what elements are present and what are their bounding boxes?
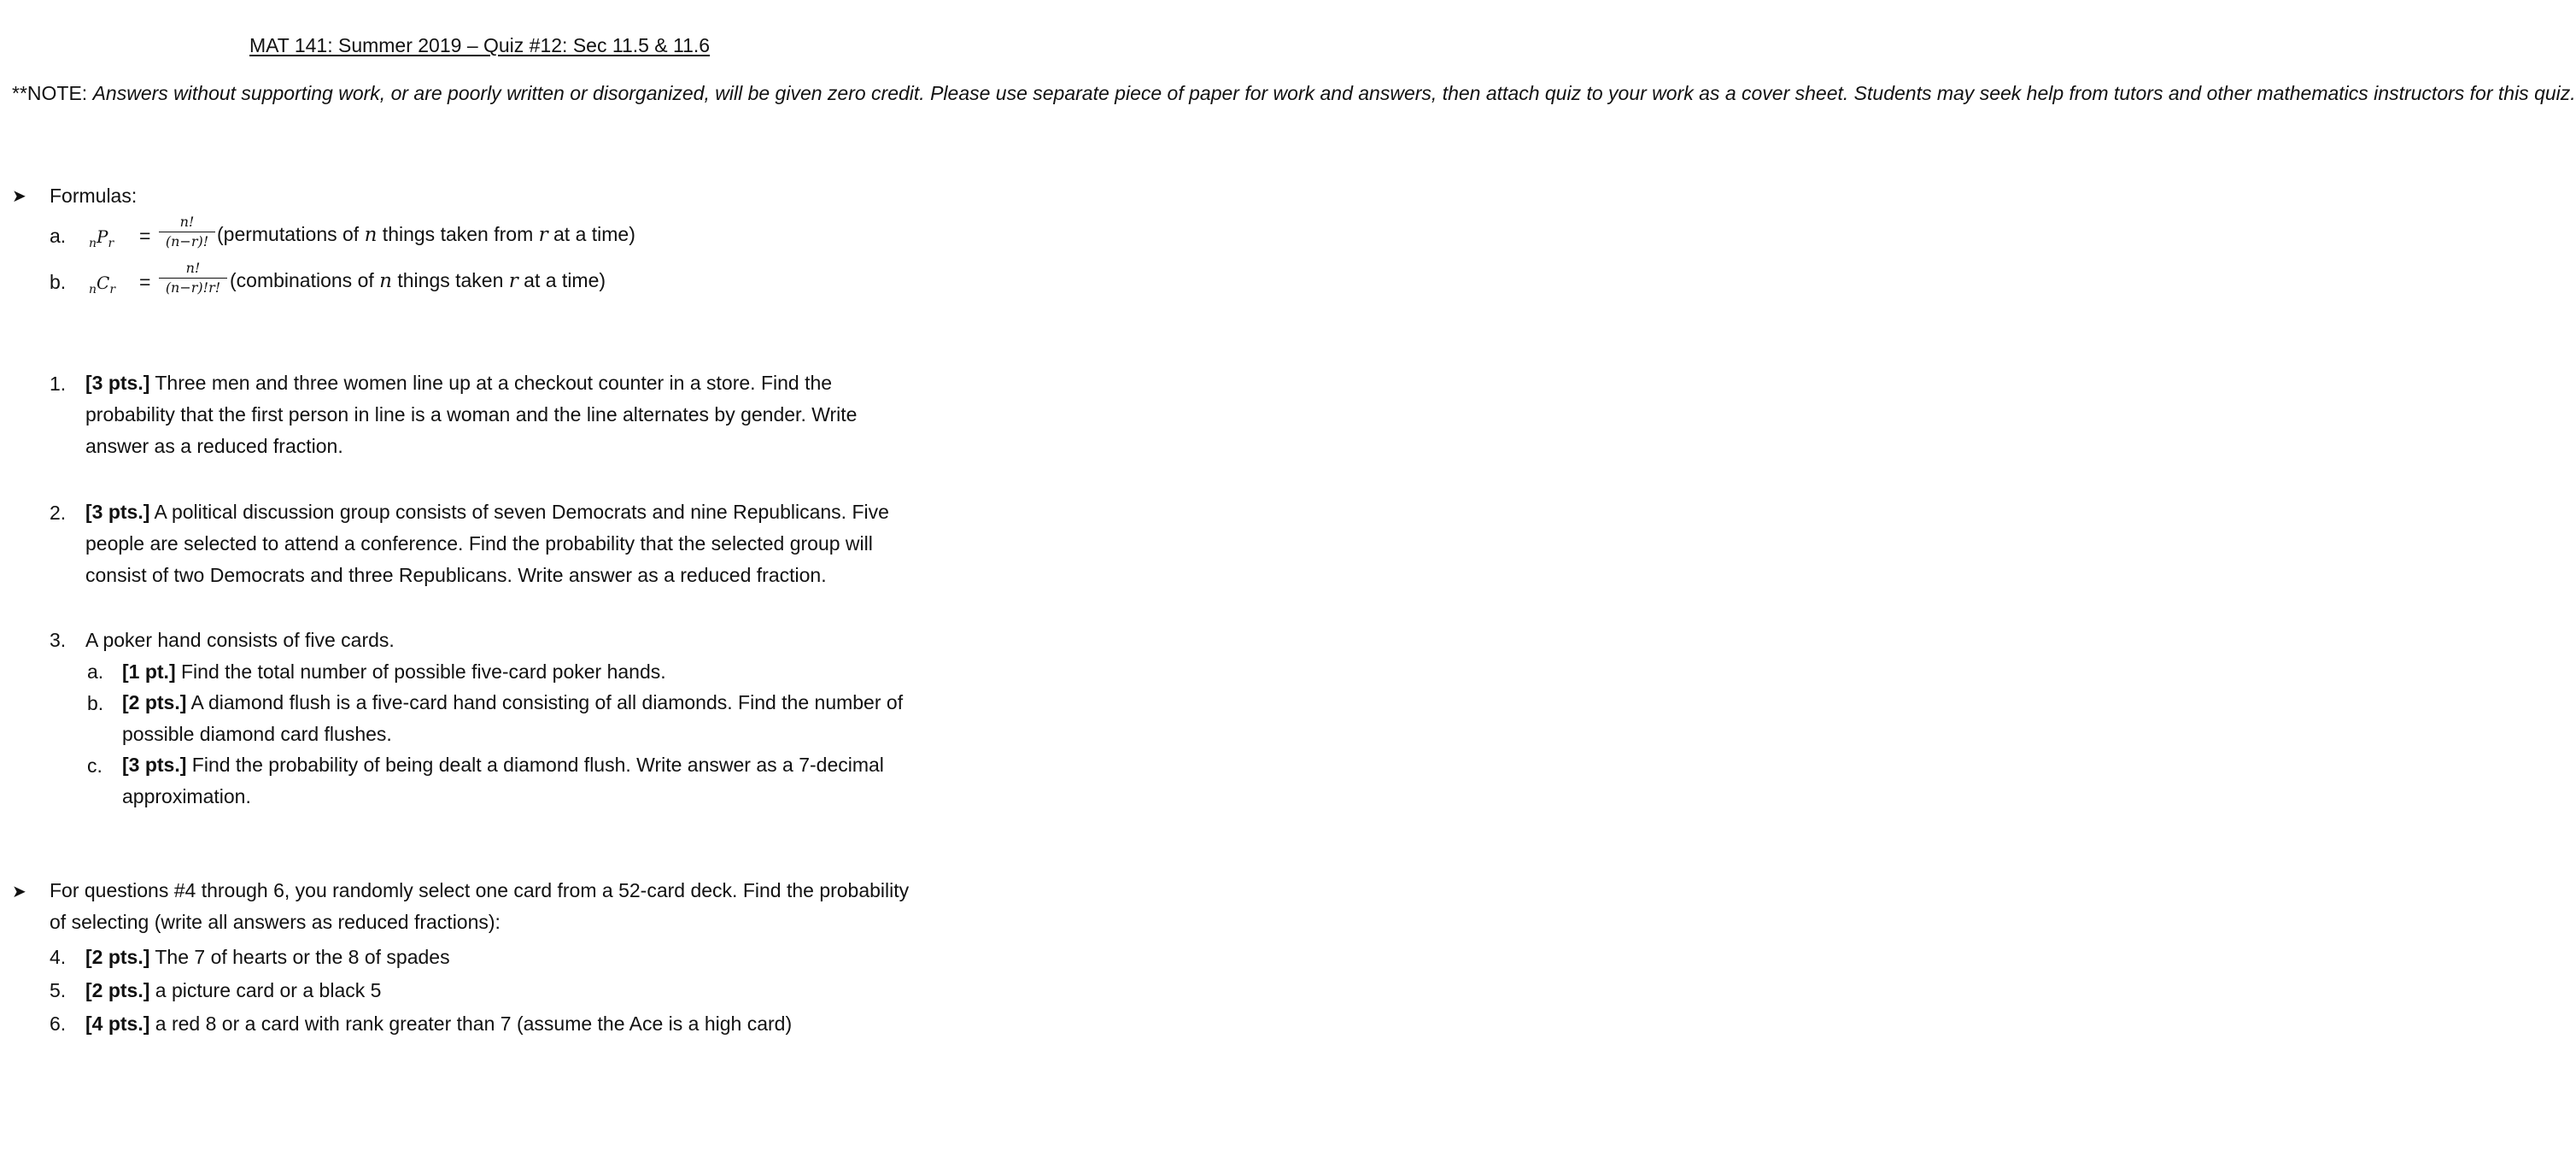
- q3a-text: Find the total number of possible five-card poker hands.: [175, 660, 666, 683]
- q3b-text-1: A diamond flush is a five-card hand consisting of all diamonds. Find the number of: [186, 691, 904, 713]
- formula-a-lhs-sub: r: [108, 237, 114, 250]
- note-prefix: **NOTE:: [12, 82, 93, 104]
- q5-text: a picture card or a black 5: [149, 979, 382, 1001]
- q1-text-1: Three men and three women line up at a checkout counter in a store. Find the: [149, 372, 833, 394]
- formula-a-desc-2: things taken from: [377, 223, 539, 245]
- formula-a-lhs-main: P: [97, 226, 108, 247]
- formula-b-lhs: [89, 273, 115, 296]
- formula-b-lhs-sub: r: [109, 283, 116, 296]
- formula-b-desc-1: (combinations of: [230, 269, 380, 291]
- q3c-marker: c.: [87, 754, 102, 777]
- section-2-intro-line-1: For questions #4 through 6, you randomly select one card from a 52-card deck. Find the probability: [50, 879, 910, 901]
- q3b-line-2: possible diamond card flushes.: [122, 723, 392, 745]
- formula-b-equals: =: [139, 271, 151, 293]
- q3c-text-1: Find the probability of being dealt a diamond flush. Write answer as a 7-decimal: [186, 754, 884, 776]
- instructions-note: [12, 79, 2576, 109]
- formula-a-numerator: n!: [179, 214, 195, 230]
- formula-b-lhs-pre: n: [89, 283, 97, 296]
- q3c-line-2: approximation.: [122, 785, 251, 807]
- formula-b-var-r: r: [508, 270, 518, 292]
- q3a-points: [1 pt.]: [122, 660, 176, 683]
- question-5: [85, 979, 381, 1002]
- section-2-intro-line-2: of selecting (write all answers as reduced fractions):: [50, 911, 501, 933]
- question-4: [85, 946, 450, 969]
- q1-points: [3 pts.]: [85, 372, 150, 394]
- section-2-intro: [50, 875, 909, 938]
- bullet-arrow-icon: ➤: [12, 187, 26, 206]
- formula-b-denominator: (n−r)!r!: [165, 279, 221, 296]
- question-2: [85, 496, 889, 591]
- formula-a-description: [217, 223, 635, 246]
- q2-number: 2.: [50, 502, 67, 524]
- formula-a-fraction: [159, 214, 215, 250]
- question-3b: [122, 687, 903, 750]
- bullet-arrow-icon: ➤: [12, 883, 26, 901]
- formula-b-lhs-main: C: [97, 273, 110, 293]
- question-1: [85, 367, 857, 462]
- q2-text-1: A political discussion group consists of seven Democrats and nine Republicans. Five: [149, 501, 889, 523]
- page-title: MAT 141: Summer 2019 – Quiz #12: Sec 11.5 & 11.6: [249, 34, 711, 56]
- q5-number: 5.: [50, 979, 67, 1001]
- formula-a-denominator: (n−r)!: [165, 233, 209, 249]
- q3c-line-1: [122, 749, 884, 781]
- formula-a-lhs: [89, 226, 114, 250]
- formula-a-var-r: r: [538, 224, 548, 246]
- formula-a-lhs-pre: n: [89, 237, 97, 250]
- q1-line-2: probability that the first person in line is a woman and the line alternates by gender. Write: [85, 403, 858, 426]
- q6-number: 6.: [50, 1012, 67, 1035]
- q1-number: 1.: [50, 373, 67, 395]
- formula-b-var-n: n: [379, 270, 392, 292]
- question-3c: [122, 749, 884, 813]
- q2-line-3: consist of two Democrats and three Republicans. Write answer as a reduced fraction.: [85, 564, 827, 586]
- q3a-marker: a.: [87, 660, 104, 683]
- q4-text: The 7 of hearts or the 8 of spades: [149, 946, 450, 968]
- formula-b-numerator: n!: [185, 260, 201, 276]
- formula-a-desc-3: at a time): [547, 223, 635, 245]
- q3b-points: [2 pts.]: [122, 691, 187, 713]
- q3c-points: [3 pts.]: [122, 754, 187, 776]
- fraction-bar: [159, 278, 227, 279]
- q2-points: [3 pts.]: [85, 501, 150, 523]
- q6-points: [4 pts.]: [85, 1012, 150, 1035]
- formula-a-var-n: n: [364, 224, 378, 246]
- formula-a-desc-1: (permutations of: [217, 223, 365, 245]
- q3b-marker: b.: [87, 692, 104, 714]
- q4-number: 4.: [50, 946, 67, 968]
- q3-stem: A poker hand consists of five cards.: [85, 629, 395, 651]
- q3b-line-1: [122, 687, 903, 719]
- q1-line-3: answer as a reduced fraction.: [85, 435, 343, 457]
- formula-b-desc-2: things taken: [391, 269, 509, 291]
- q3-number: 3.: [50, 629, 67, 651]
- formula-b-fraction: [159, 260, 227, 296]
- q6-text: a red 8 or a card with rank greater than 7 (assume the Ace is a high card): [149, 1012, 793, 1035]
- formula-b-description: [230, 269, 606, 292]
- formula-b-desc-3: at a time): [518, 269, 606, 291]
- note-text: Answers without supporting work, or are poorly written or disorganized, will be given zero credit. Please use separate piece of paper for work and answers, then attach quiz to your work as a cover sheet. Students may seek help from tutors and other mathematics instructors for this quiz.: [92, 82, 2576, 104]
- q5-points: [2 pts.]: [85, 979, 150, 1001]
- question-6: [85, 1012, 792, 1036]
- q4-points: [2 pts.]: [85, 946, 150, 968]
- formula-a-marker: a.: [50, 225, 67, 247]
- formula-b-marker: b.: [50, 271, 67, 293]
- q3a-line-1: [122, 660, 666, 684]
- q1-line-1: [85, 367, 857, 399]
- formula-a-equals: =: [139, 225, 151, 247]
- q2-line-1: [85, 496, 889, 528]
- formulas-heading: Formulas:: [50, 185, 138, 207]
- q2-line-2: people are selected to attend a conference. Find the probability that the selected group will: [85, 532, 873, 555]
